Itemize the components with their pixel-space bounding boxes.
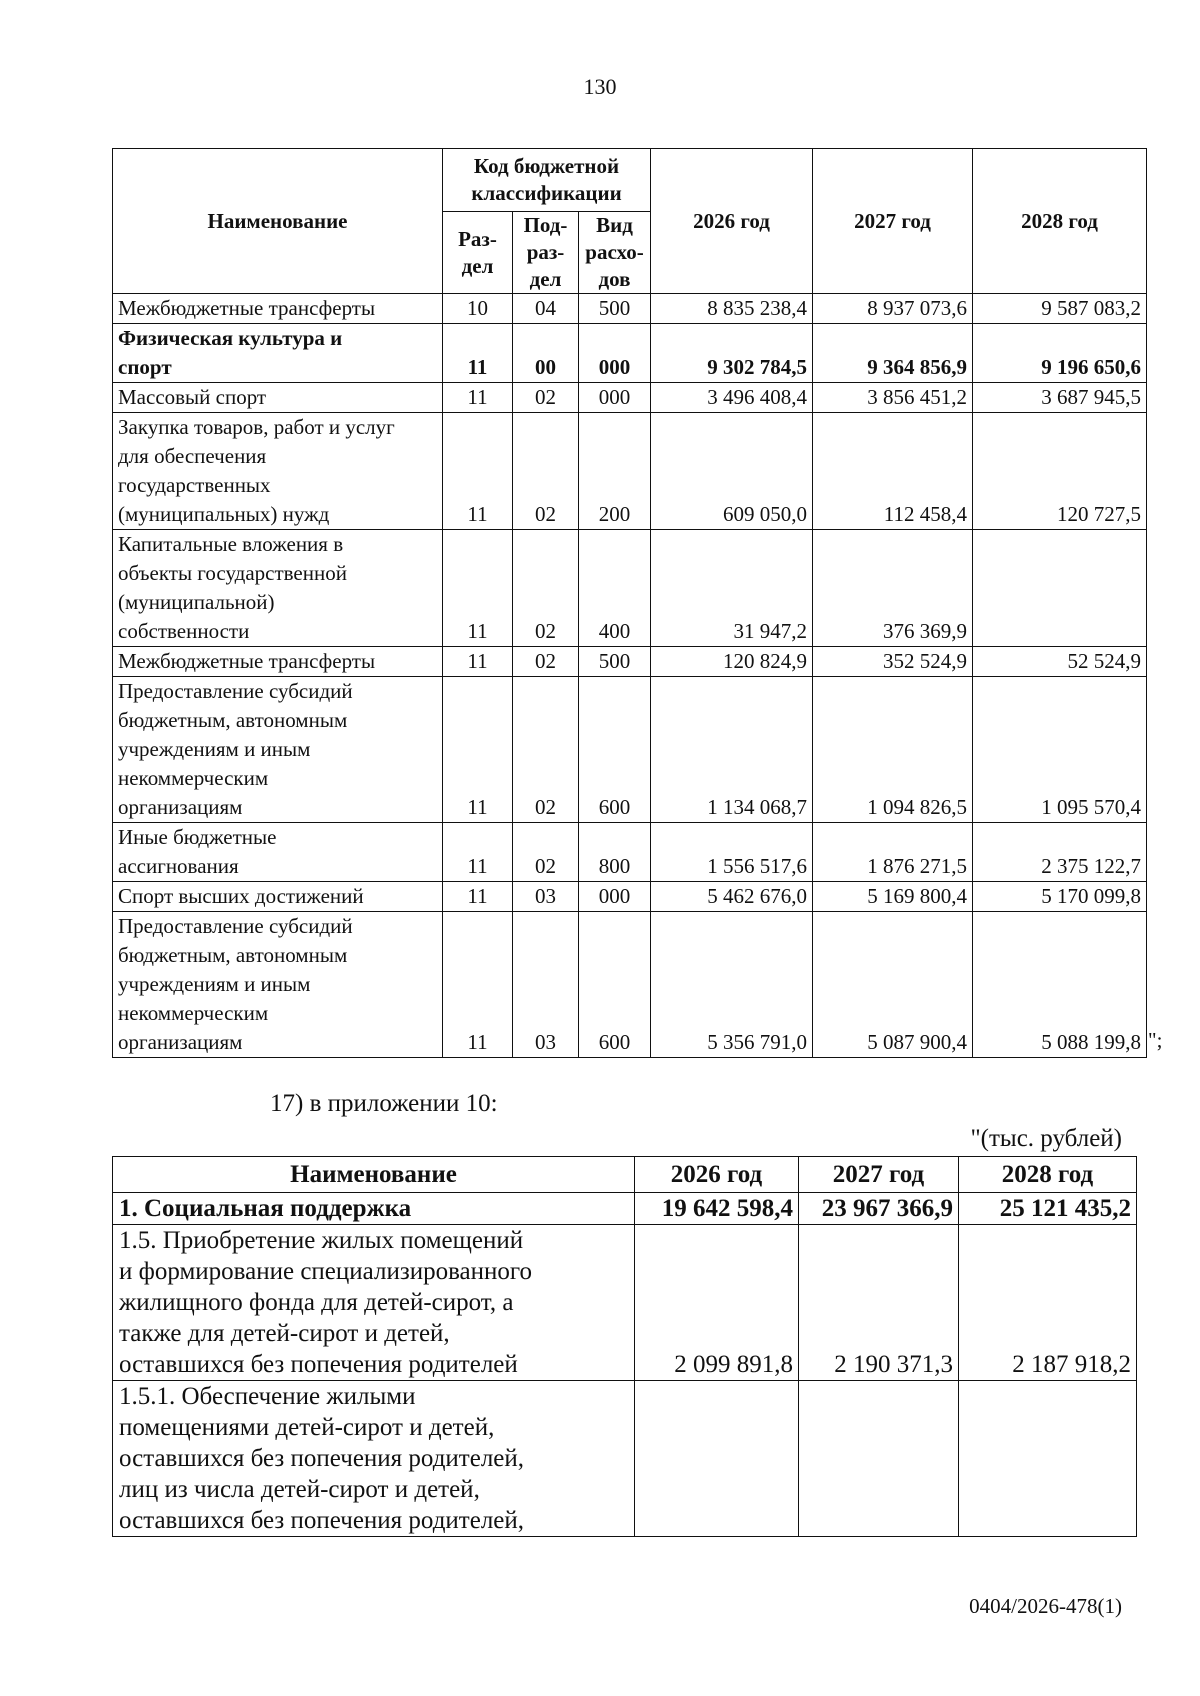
budget-classification-table	[112, 148, 1147, 1058]
row-name: Иные бюджетные ассигнования	[113, 823, 443, 882]
table-row	[113, 1381, 1137, 1537]
row-value-2027: 352 524,9	[813, 647, 973, 677]
row-name: Спорт высших достижений	[113, 882, 443, 912]
row-vid-rashodov: 400	[579, 530, 651, 647]
row-vid-rashodov: 000	[579, 882, 651, 912]
table-row	[113, 324, 1147, 383]
header-name: Наименование	[113, 1157, 635, 1193]
table-row	[113, 647, 1147, 677]
table-row	[113, 294, 1147, 324]
row-podrazdel: 02	[513, 823, 579, 882]
table-row	[113, 1193, 1137, 1225]
row-value-2028: 120 727,5	[973, 413, 1147, 530]
table-row	[113, 1225, 1137, 1381]
header-vid-rashodov: Вид расхо- дов	[579, 212, 651, 294]
row-value-2026: 5 356 791,0	[651, 912, 813, 1058]
row-value-2026: 31 947,2	[651, 530, 813, 647]
row-razdel: 11	[443, 530, 513, 647]
row-name: Закупка товаров, работ и услуг для обеспечения государственных (муниципальных) нужд	[113, 413, 443, 530]
header-2028: 2028 год	[973, 149, 1147, 294]
row-value-2027: 2 190 371,3	[799, 1225, 959, 1381]
units-note: "(тыс. рублей)	[970, 1125, 1122, 1152]
row-value-2028: 2 187 918,2	[959, 1225, 1137, 1381]
row-razdel: 11	[443, 912, 513, 1058]
row-value-2028	[959, 1381, 1137, 1537]
table-row	[113, 530, 1147, 647]
header-name: Наименование	[113, 149, 443, 294]
row-razdel: 10	[443, 294, 513, 324]
row-vid-rashodov: 500	[579, 294, 651, 324]
row-vid-rashodov: 000	[579, 324, 651, 383]
header-2027: 2027 год	[813, 149, 973, 294]
row-name: Межбюджетные трансферты	[113, 294, 443, 324]
row-value-2028: 5 088 199,8	[973, 912, 1147, 1058]
header-2028: 2028 год	[959, 1157, 1137, 1193]
table-row	[113, 677, 1147, 823]
header-2027: 2027 год	[799, 1157, 959, 1193]
row-podrazdel: 02	[513, 677, 579, 823]
row-razdel: 11	[443, 677, 513, 823]
row-value-2026: 5 462 676,0	[651, 882, 813, 912]
page-number: 130	[583, 74, 617, 99]
row-value-2026: 9 302 784,5	[651, 324, 813, 383]
row-podrazdel: 03	[513, 882, 579, 912]
row-podrazdel: 00	[513, 324, 579, 383]
row-value-2027: 1 094 826,5	[813, 677, 973, 823]
row-value-2028: 52 524,9	[973, 647, 1147, 677]
row-podrazdel: 02	[513, 647, 579, 677]
row-razdel: 11	[443, 882, 513, 912]
row-podrazdel: 04	[513, 294, 579, 324]
row-value-2027: 9 364 856,9	[813, 324, 973, 383]
row-value-2026: 1 134 068,7	[651, 677, 813, 823]
row-value-2026: 120 824,9	[651, 647, 813, 677]
table-row	[113, 823, 1147, 882]
row-value-2026: 3 496 408,4	[651, 383, 813, 413]
row-name: Массовый спорт	[113, 383, 443, 413]
row-name: Предоставление субсидий бюджетным, автономным учреждениям и иным некоммерческим организациям	[113, 677, 443, 823]
row-vid-rashodov: 200	[579, 413, 651, 530]
table-row	[113, 912, 1147, 1058]
row-value-2027: 5 169 800,4	[813, 882, 973, 912]
row-vid-rashodov: 000	[579, 383, 651, 413]
row-podrazdel: 03	[513, 912, 579, 1058]
row-podrazdel: 02	[513, 530, 579, 647]
row-name: Предоставление субсидий бюджетным, автономным учреждениям и иным некоммерческим организациям	[113, 912, 443, 1058]
row-vid-rashodov: 600	[579, 912, 651, 1058]
row-value-2026: 1 556 517,6	[651, 823, 813, 882]
header-2026: 2026 год	[635, 1157, 799, 1193]
row-value-2026: 2 099 891,8	[635, 1225, 799, 1381]
section-heading: 17) в приложении 10:	[270, 1090, 498, 1117]
row-value-2027	[799, 1381, 959, 1537]
row-name: 1.5.1. Обеспечение жилыми помещениями детей-сирот и детей, оставшихся без попечения родителей, лиц из числа детей-сирот и детей, оставшихся без попечения родителей,	[113, 1381, 635, 1537]
header-podrazdel: Под- раз- дел	[513, 212, 579, 294]
row-razdel: 11	[443, 823, 513, 882]
row-value-2028: 9 587 083,2	[973, 294, 1147, 324]
header-code-group: Код бюджетной классификации	[443, 149, 651, 212]
row-vid-rashodov: 500	[579, 647, 651, 677]
closing-quote: ";	[1148, 1028, 1163, 1052]
row-razdel: 11	[443, 383, 513, 413]
row-value-2028: 5 170 099,8	[973, 882, 1147, 912]
row-value-2028: 25 121 435,2	[959, 1193, 1137, 1225]
row-name: 1. Социальная поддержка	[113, 1193, 635, 1225]
row-vid-rashodov: 800	[579, 823, 651, 882]
row-value-2028	[973, 530, 1147, 647]
row-value-2027: 8 937 073,6	[813, 294, 973, 324]
row-name: Физическая культура и спорт	[113, 324, 443, 383]
row-podrazdel: 02	[513, 413, 579, 530]
row-razdel: 11	[443, 324, 513, 383]
row-value-2028: 2 375 122,7	[973, 823, 1147, 882]
row-razdel: 11	[443, 647, 513, 677]
header-2026: 2026 год	[651, 149, 813, 294]
appendix-10-table	[112, 1156, 1137, 1537]
row-name: Межбюджетные трансферты	[113, 647, 443, 677]
row-value-2027: 376 369,9	[813, 530, 973, 647]
row-value-2027: 112 458,4	[813, 413, 973, 530]
row-value-2027: 23 967 366,9	[799, 1193, 959, 1225]
row-podrazdel: 02	[513, 383, 579, 413]
row-name: Капитальные вложения в объекты государственной (муниципальной) собственности	[113, 530, 443, 647]
table-row	[113, 383, 1147, 413]
table-row	[113, 882, 1147, 912]
row-value-2026: 19 642 598,4	[635, 1193, 799, 1225]
row-value-2027: 5 087 900,4	[813, 912, 973, 1058]
row-value-2028: 1 095 570,4	[973, 677, 1147, 823]
row-value-2027: 1 876 271,5	[813, 823, 973, 882]
row-value-2027: 3 856 451,2	[813, 383, 973, 413]
row-value-2026: 8 835 238,4	[651, 294, 813, 324]
row-value-2026: 609 050,0	[651, 413, 813, 530]
row-name: 1.5. Приобретение жилых помещений и формирование специализированного жилищного фонда для детей-сирот, а также для детей-сирот и детей, оставшихся без попечения родителей	[113, 1225, 635, 1381]
document-code: 0404/2026-478(1)	[969, 1594, 1122, 1618]
row-value-2028: 9 196 650,6	[973, 324, 1147, 383]
row-razdel: 11	[443, 413, 513, 530]
header-razdel: Раз- дел	[443, 212, 513, 294]
table-row	[113, 413, 1147, 530]
row-vid-rashodov: 600	[579, 677, 651, 823]
row-value-2028: 3 687 945,5	[973, 383, 1147, 413]
row-value-2026	[635, 1381, 799, 1537]
